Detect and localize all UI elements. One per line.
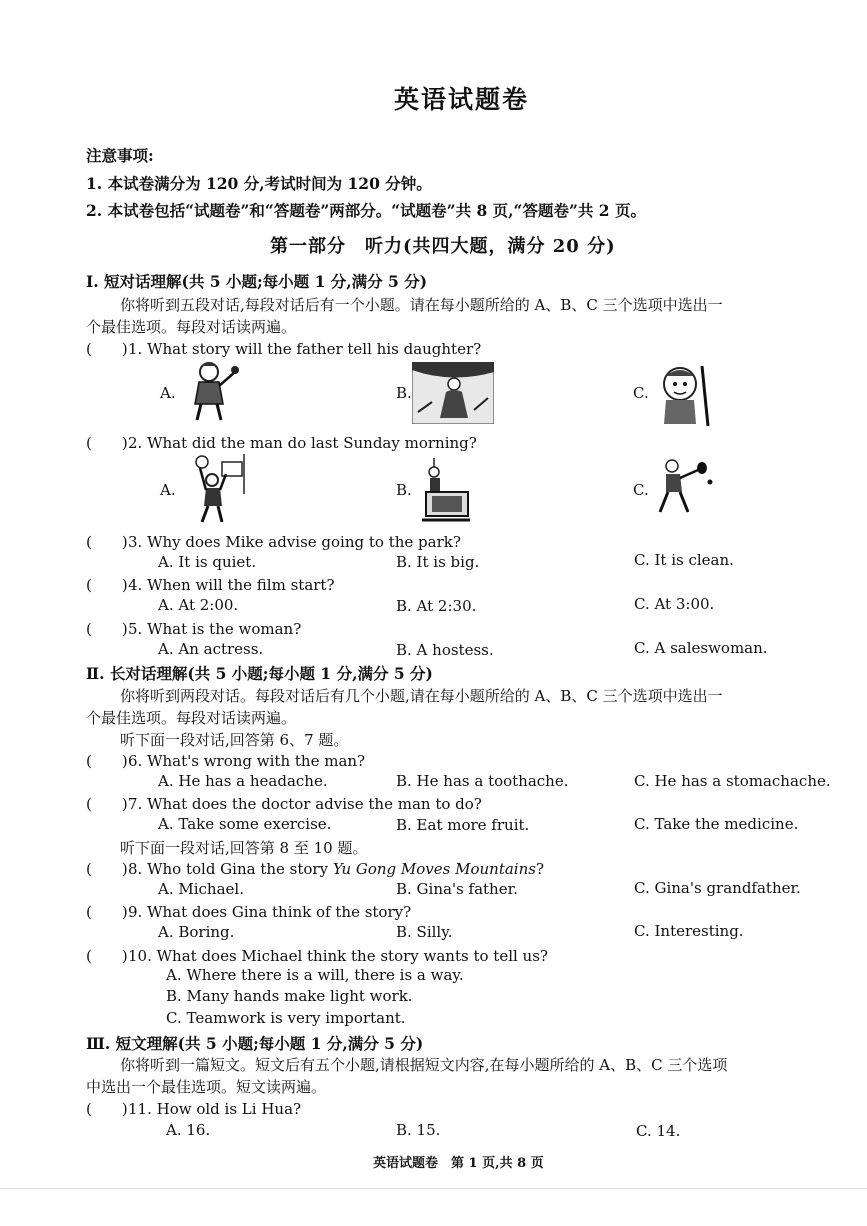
answer-blank[interactable]: ( )	[86, 533, 128, 551]
part1-heading: 第一部分 听力(共四大题，满分 20 分)	[270, 236, 616, 257]
q4-option-a[interactable]: A. At 2:00.	[158, 596, 239, 614]
page-bottom-divider	[0, 1188, 867, 1189]
answer-blank[interactable]: ( )	[86, 340, 128, 358]
question-text: 10. What does Michael think the story wants to tell us?	[128, 947, 548, 965]
story-title: Yu Gong Moves Mountains	[332, 860, 536, 878]
section-iii-instruction-line1: 你将听到一篇短文。短文后有五个小题,请根据短文内容,在每小题所给的 A、B、C 三个选项	[120, 1056, 728, 1074]
section-iii-heading: Ⅲ. 短文理解(共 5 小题;每小题 1 分,满分 5 分)	[86, 1034, 424, 1053]
answer-blank[interactable]: ( )	[86, 576, 128, 594]
section-i-instruction-line2: 个最佳选项。每段对话读两遍。	[86, 318, 297, 336]
answer-blank[interactable]: ( )	[86, 903, 128, 921]
question-8	[86, 858, 544, 879]
q9-option-b[interactable]: B. Silly.	[396, 923, 453, 941]
q5-option-c[interactable]: C. A saleswoman.	[634, 639, 768, 657]
monkey-king-icon	[652, 362, 716, 428]
question-4	[86, 574, 335, 595]
question-10	[86, 945, 548, 966]
section-i-heading: Ⅰ. 短对话理解(共 5 小题;每小题 1 分,满分 5 分)	[86, 272, 428, 291]
q6-option-b[interactable]: B. He has a toothache.	[396, 772, 569, 790]
answer-blank[interactable]: ( )	[86, 795, 128, 813]
question-2	[86, 432, 477, 453]
chang-e-moon-icon	[412, 362, 494, 424]
nezha-figure-icon	[183, 358, 243, 424]
q11-option-b[interactable]: B. 15.	[396, 1121, 441, 1139]
q9-option-a[interactable]: A. Boring.	[158, 923, 235, 941]
q11-option-c[interactable]: C. 14.	[636, 1122, 681, 1140]
page-footer: 英语试题卷 第 1 页,共 8 页	[373, 1156, 544, 1171]
notice-heading: 注意事项:	[86, 146, 154, 165]
q5-option-b[interactable]: B. A hostess.	[396, 641, 494, 659]
q3-option-a[interactable]: A. It is quiet.	[158, 553, 257, 571]
answer-blank[interactable]: ( )	[86, 620, 128, 638]
question-text: 6. What's wrong with the man?	[128, 752, 366, 770]
question-text: 1. What story will the father tell his daughter?	[128, 340, 482, 358]
q1-option-b-label[interactable]: B.	[396, 384, 412, 402]
section-ii-heading: Ⅱ. 长对话理解(共 5 小题;每小题 1 分,满分 5 分)	[86, 664, 433, 683]
q6-option-a[interactable]: A. He has a headache.	[158, 772, 328, 790]
q2-option-c-label[interactable]: C.	[633, 481, 649, 499]
question-text: 4. When will the film start?	[128, 576, 335, 594]
question-text: 3. Why does Mike advise going to the park?	[128, 533, 461, 551]
question-text: 7. What does the doctor advise the man to do?	[128, 795, 482, 813]
q7-option-a[interactable]: A. Take some exercise.	[158, 815, 332, 833]
section-iii-instruction-line2: 中选出一个最佳选项。短文读两遍。	[86, 1078, 327, 1096]
answer-blank[interactable]: ( )	[86, 947, 128, 965]
notice-item-1: 1. 本试卷满分为 120 分,考试时间为 120 分钟。	[86, 174, 432, 193]
question-6	[86, 750, 365, 771]
notice-item-2: 2. 本试卷包括“试题卷”和“答题卷”两部分。“试题卷”共 8 页,“答题卷”共 2 页。	[86, 201, 646, 220]
section-ii-subinstruction-2: 听下面一段对话,回答第 8 至 10 题。	[120, 839, 368, 857]
q4-option-b[interactable]: B. At 2:30.	[396, 597, 477, 615]
question-1	[86, 338, 481, 359]
watching-tv-icon	[420, 458, 472, 524]
question-text: 11. How old is Li Hua?	[128, 1100, 302, 1118]
section-ii-instruction-line1: 你将听到两段对话。每段对话后有几个小题,请在每小题所给的 A、B、C 三个选项中选出一	[120, 687, 723, 705]
question-mark: ?	[535, 860, 545, 878]
q8-option-c[interactable]: C. Gina's grandfather.	[634, 879, 801, 897]
page-title: 英语试题卷	[394, 85, 530, 114]
question-text: 8. Who told Gina the story	[128, 860, 333, 878]
section-ii-instruction-line2: 个最佳选项。每段对话读两遍。	[86, 709, 297, 727]
q9-option-c[interactable]: C. Interesting.	[634, 922, 744, 940]
table-tennis-player-icon	[654, 458, 714, 516]
q5-option-a[interactable]: A. An actress.	[158, 640, 264, 658]
q2-option-b-label[interactable]: B.	[396, 481, 412, 499]
q8-option-b[interactable]: B. Gina's father.	[396, 880, 518, 898]
question-9	[86, 901, 411, 922]
q4-option-c[interactable]: C. At 3:00.	[634, 595, 715, 613]
q10-option-b[interactable]: B. Many hands make light work.	[166, 987, 413, 1005]
question-text: 9. What does Gina think of the story?	[128, 903, 412, 921]
q8-option-a[interactable]: A. Michael.	[158, 880, 244, 898]
q1-option-a-label[interactable]: A.	[160, 384, 176, 402]
q1-option-c-label[interactable]: C.	[633, 384, 649, 402]
answer-blank[interactable]: ( )	[86, 434, 128, 452]
q10-option-c[interactable]: C. Teamwork is very important.	[166, 1009, 406, 1027]
q7-option-b[interactable]: B. Eat more fruit.	[396, 816, 530, 834]
question-7	[86, 793, 482, 814]
basketball-player-icon	[192, 454, 248, 524]
q7-option-c[interactable]: C. Take the medicine.	[634, 815, 799, 833]
question-3	[86, 531, 461, 552]
section-i-instruction-line1: 你将听到五段对话,每段对话后有一个小题。请在每小题所给的 A、B、C 三个选项中选出一	[120, 296, 723, 314]
question-5	[86, 618, 301, 639]
section-ii-subinstruction-1: 听下面一段对话,回答第 6、7 题。	[120, 731, 349, 749]
q6-option-c[interactable]: C. He has a stomachache.	[634, 772, 831, 790]
q3-option-c[interactable]: C. It is clean.	[634, 551, 734, 569]
question-text: 2. What did the man do last Sunday morning?	[128, 434, 477, 452]
q10-option-a[interactable]: A. Where there is a will, there is a way.	[166, 966, 464, 984]
question-11	[86, 1098, 301, 1119]
q3-option-b[interactable]: B. It is big.	[396, 553, 480, 571]
answer-blank[interactable]: ( )	[86, 860, 128, 878]
q11-option-a[interactable]: A. 16.	[166, 1121, 211, 1139]
answer-blank[interactable]: ( )	[86, 1100, 128, 1118]
answer-blank[interactable]: ( )	[86, 752, 128, 770]
question-text: 5. What is the woman?	[128, 620, 302, 638]
q2-option-a-label[interactable]: A.	[160, 481, 176, 499]
